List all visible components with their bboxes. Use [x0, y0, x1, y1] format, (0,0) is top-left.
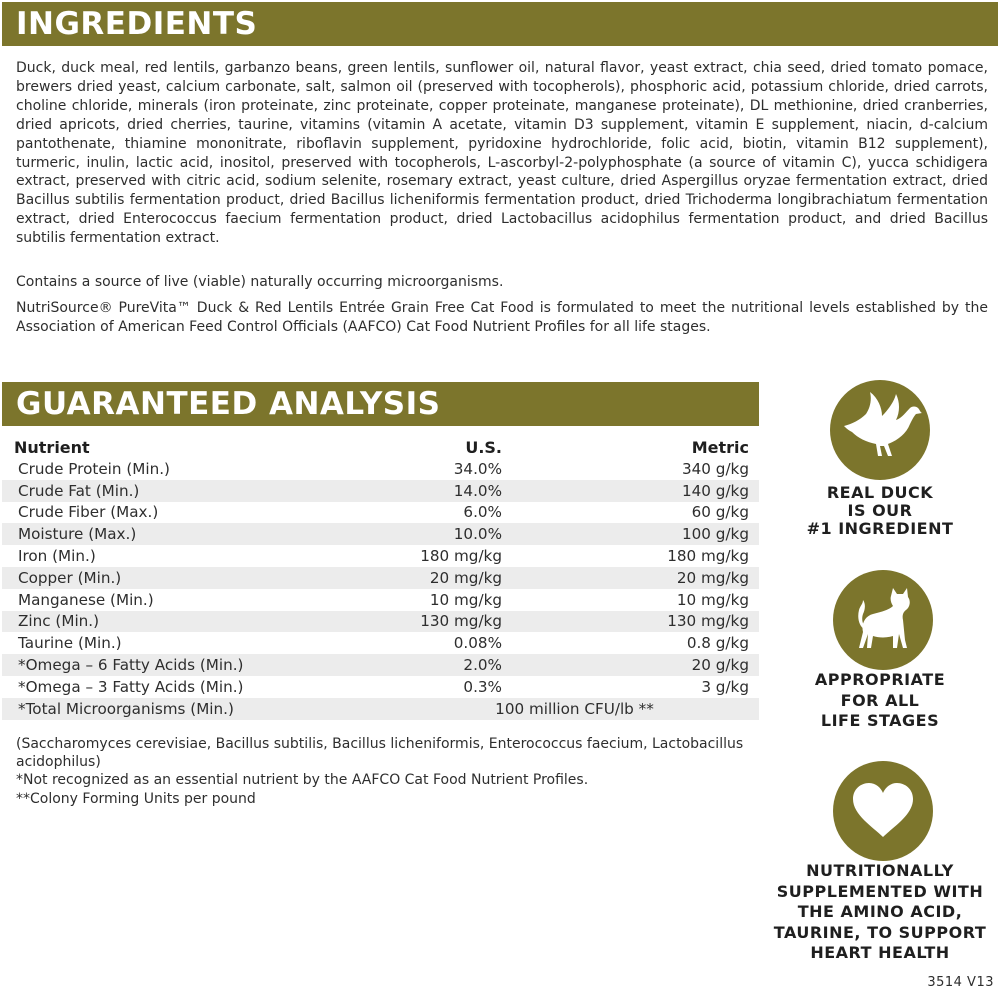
metric-value: 10 mg/kg: [676, 590, 749, 609]
nutrient-name: Moisture (Max.): [2, 523, 318, 545]
us-value: 14.0%: [318, 480, 504, 502]
caption-line: LIFE STAGES: [820, 711, 940, 730]
real-duck-caption: [760, 484, 1000, 538]
guaranteed-analysis-table: [2, 436, 759, 720]
header-metric: Metric: [691, 437, 749, 457]
table-row: [2, 589, 759, 611]
us-value: 0.3%: [463, 677, 502, 696]
cat-icon: [833, 570, 933, 670]
nutrient-name: Zinc (Min.): [2, 611, 318, 633]
caption-line: #1 INGREDIENT: [806, 519, 954, 538]
header-us: U.S.: [465, 437, 502, 457]
caption-line: HEART HEALTH: [810, 943, 950, 962]
us-value: 0.08%: [453, 634, 502, 653]
table-row: [2, 654, 759, 676]
nutrient-name: Copper (Min.): [2, 567, 318, 589]
footnote-aafco: *Not recognized as an essential nutrient by the AAFCO Cat Food Nutrient Profiles.: [16, 772, 589, 788]
metric-value: 20 g/kg: [504, 654, 759, 676]
real-duck-badge: [830, 380, 930, 480]
table-row: [2, 458, 759, 480]
us-value: 6.0%: [463, 503, 502, 522]
us-value: 130 mg/kg: [318, 611, 504, 633]
us-value: 20 mg/kg: [318, 567, 504, 589]
us-value: 34.0%: [453, 459, 502, 478]
table-row: [2, 502, 759, 524]
metric-value: 130 mg/kg: [504, 611, 759, 633]
nutrient-name: Crude Fat (Min.): [2, 480, 318, 502]
caption-line: THE AMINO ACID,: [797, 902, 963, 921]
table-header-row: [2, 436, 759, 458]
life-stages-badge: [833, 570, 933, 670]
table-row: [2, 480, 759, 502]
ingredients-list: Duck, duck meal, red lentils, garbanzo beans, green lentils, sunflower oil, natural flavor, yeast extract, chia seed, dried tomato pomace, brewers dried yeast, calcium carbonate, salt, salmon oil (preserved with tocopherols), phosphoric acid, potassium chloride, dried carrots, choline chloride, minerals (iron proteinate, zinc proteinate, copper proteinate, manganese proteinate), DL methionine, dried cranberries, dried apricots, dried cherries, taurine, vitamins (vitamin A acetate, vitamin D3 supplement, vitamin E supplement, niacin, d-calcium pantothenate, thiamine mononitrate, riboflavin supplement, pyridoxine hydrochloride, folic acid, biotin, vitamin B12 supplement), turmeric, inulin, lactic acid, inositol, preserved with tocopherols, L-ascorbyl-2-polyphosphate (a source of vitamin C), yucca schidigera extract, preserved with citric acid, sodium selenite, rosemary extract, yeast culture, dried Aspergillus oryzae fermentation extract, dried Bacillus subtilis fermentation product, dried Bacillus licheniformis fermentation product, dried Trichoderma longibrachiatum fermentation extract, dried Enterococcus faecium fermentation product, dried Lactobacillus acidophilus fermentation product, and dried Bacillus subtilis fermentation extract.: [16, 60, 988, 247]
us-value: 10 mg/kg: [429, 590, 502, 609]
caption-line: IS OUR: [847, 501, 913, 520]
nutrient-name: *Omega – 6 Fatty Acids (Min.): [2, 654, 318, 676]
metric-value: 0.8 g/kg: [686, 634, 749, 653]
nutrient-name: Iron (Min.): [18, 547, 96, 566]
footnote-cfu: **Colony Forming Units per pound: [16, 791, 256, 807]
metric-value: 340 g/kg: [681, 459, 749, 478]
heart-health-caption: [760, 861, 1000, 964]
life-stages-caption: [760, 670, 1000, 732]
caption-line: APPROPRIATE: [814, 670, 946, 689]
table-row: [2, 676, 759, 698]
metric-value: 3 g/kg: [701, 677, 749, 696]
table-row: [2, 567, 759, 589]
caption-line: SUPPLEMENTED WITH: [776, 881, 984, 901]
footnote-organisms: (Saccharomyces cerevisiae, Bacillus subtilis, Bacillus licheniformis, Enterococcus faecium, Lactobacillus acidophilus): [16, 736, 744, 770]
header-nutrient: Nutrient: [14, 437, 90, 457]
guaranteed-analysis-heading: GUARANTEED ANALYSIS: [2, 382, 759, 426]
heart-icon: [833, 761, 933, 861]
us-value: 2.0%: [318, 654, 504, 676]
nutrient-name: Manganese (Min.): [18, 590, 154, 609]
nutrient-name: *Total Microorganisms (Min.): [2, 698, 318, 720]
combined-value: 100 million CFU/lb **: [318, 698, 759, 720]
nutrient-name: *Omega – 3 Fatty Acids (Min.): [18, 677, 244, 696]
metric-value: 20 mg/kg: [504, 567, 759, 589]
caption-line: FOR ALL: [840, 690, 920, 710]
us-value: 180 mg/kg: [420, 547, 502, 566]
ingredients-heading: INGREDIENTS: [2, 2, 998, 46]
caption-line: TAURINE, TO SUPPORT: [773, 922, 987, 942]
microorganism-note: Contains a source of live (viable) naturally occurring microorganisms.: [16, 274, 504, 290]
us-value: 10.0%: [318, 523, 504, 545]
nutrient-name: Taurine (Min.): [18, 634, 122, 653]
table-row: [2, 698, 759, 720]
caption-line: NUTRITIONALLY: [806, 861, 954, 880]
heart-health-badge: [833, 761, 933, 861]
table-row: [2, 632, 759, 654]
nutrient-name: Crude Protein (Min.): [18, 459, 170, 478]
table-row: [2, 611, 759, 633]
table-row: [2, 545, 759, 567]
aafco-statement: NutriSource® PureVita™ Duck & Red Lentils Entrée Grain Free Cat Food is formulated to meet the nutritional levels established by the Association of American Feed Control Officials (AAFCO) Cat Food Nutrient Profiles for all life stages.: [16, 300, 988, 335]
caption-line: REAL DUCK: [826, 483, 934, 502]
metric-value: 180 mg/kg: [667, 547, 749, 566]
duck-icon: [830, 380, 930, 480]
metric-value: 140 g/kg: [504, 480, 759, 502]
metric-value: 60 g/kg: [691, 503, 749, 522]
table-row: [2, 523, 759, 545]
nutrient-name: Crude Fiber (Max.): [18, 503, 159, 522]
product-code: 3514 V13: [927, 975, 994, 990]
metric-value: 100 g/kg: [504, 523, 759, 545]
